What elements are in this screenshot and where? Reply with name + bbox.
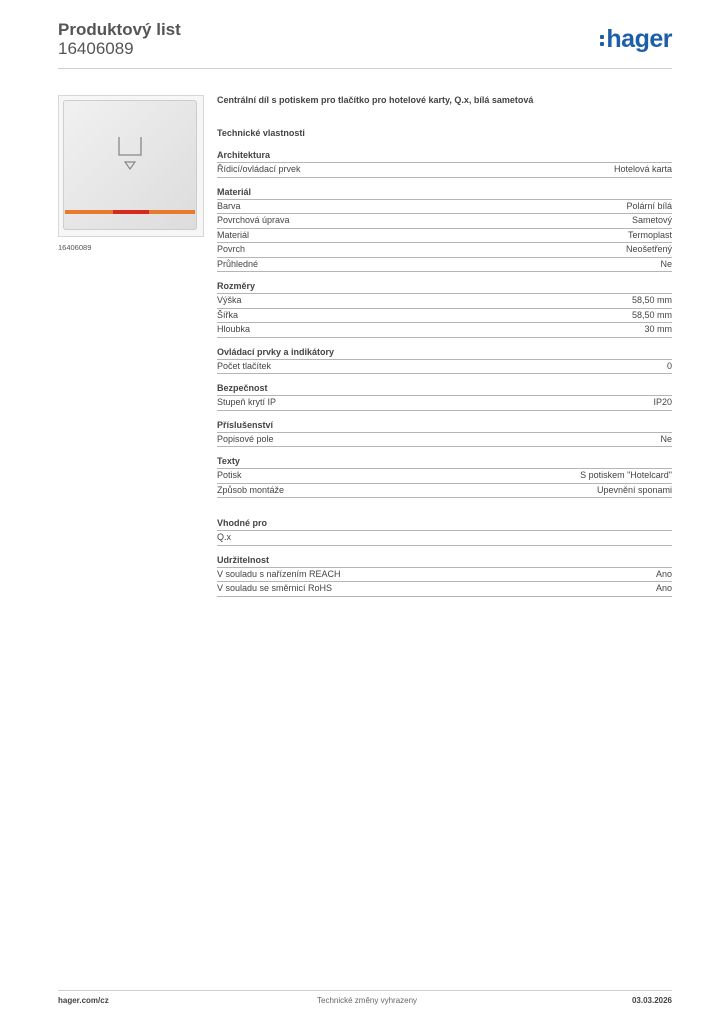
spec-label: Způsob montáže — [217, 484, 285, 495]
spec-label: V souladu se směrnicí RoHS — [217, 583, 333, 593]
product-name: Centrální díl s potiskem pro tlačítko pro hotelové karty, Q.x, bílá sametová — [217, 95, 534, 105]
spec-group — [217, 149, 672, 178]
spec-label: Q.x — [217, 532, 232, 542]
spec-label: Barva — [217, 200, 241, 211]
spec-group-title: Udržitelnost — [217, 554, 672, 568]
hager-logo — [600, 27, 672, 52]
spec-label: Stupeň krytí IP — [217, 397, 277, 407]
document-id: 16406089 — [58, 39, 134, 58]
spec-group-title: Rozměry — [217, 280, 672, 294]
spec-value: Polární bílá — [626, 200, 672, 211]
spec-label: Řídicí/ovládací prvek — [217, 164, 301, 174]
technical-properties-title: Technické vlastnosti — [217, 128, 305, 138]
spec-value: 0 — [666, 360, 672, 371]
footer-date: 03.03.2026 — [631, 996, 672, 1005]
spec-group-title: Ovládací prvky a indikátory — [217, 346, 672, 360]
spec-group-title: Bezpečnost — [217, 382, 672, 396]
spec-value: Ne — [660, 258, 672, 269]
spec-row — [217, 582, 672, 597]
spec-row — [217, 484, 672, 499]
footer-website: hager.com/cz — [58, 996, 109, 1005]
spec-row — [217, 200, 672, 215]
led-strip — [65, 210, 195, 214]
spec-label: Povrchová úprava — [217, 215, 290, 225]
logo-dots-icon — [600, 35, 604, 46]
product-tile — [63, 100, 197, 230]
spec-group-title: Materiál — [217, 186, 672, 200]
spec-label: V souladu s nařízením REACH — [217, 568, 341, 579]
hotel-card-icon — [117, 135, 143, 175]
spec-group-title: Texty — [217, 455, 672, 469]
footer-divider — [58, 990, 672, 991]
spec-groups — [217, 149, 672, 597]
spec-row — [217, 258, 672, 273]
spec-value: Sametový — [631, 215, 672, 225]
spec-value: Ano — [655, 583, 672, 593]
spec-group — [217, 517, 672, 546]
spec-label: Šířka — [217, 309, 239, 320]
spec-value: 30 mm — [644, 324, 672, 334]
spec-group — [217, 419, 672, 448]
page-header — [58, 20, 672, 68]
spec-value: Ano — [655, 568, 672, 579]
spec-group — [217, 455, 672, 498]
spec-row — [217, 433, 672, 448]
spec-row — [217, 163, 672, 178]
spec-row — [217, 396, 672, 411]
spec-value: S potiskem "Hotelcard" — [580, 470, 672, 480]
spec-group — [217, 382, 672, 411]
spec-row — [217, 531, 672, 546]
product-image — [58, 95, 204, 237]
spec-label: Výška — [217, 295, 242, 305]
spec-group-title: Architektura — [217, 149, 672, 163]
spec-label: Povrch — [217, 244, 246, 254]
image-caption: 16406089 — [58, 243, 92, 252]
spec-row — [217, 309, 672, 324]
spec-value: Hotelová karta — [613, 164, 672, 174]
page-title: Produktový list — [58, 20, 181, 39]
spec-label: Potisk — [217, 470, 242, 480]
spec-value: 58,50 mm — [631, 309, 672, 320]
spec-row — [217, 214, 672, 229]
spec-group — [217, 346, 672, 375]
spec-label: Popisové pole — [217, 433, 274, 444]
spec-value: Ne — [660, 433, 672, 444]
spec-row — [217, 229, 672, 244]
led-indicator — [113, 210, 149, 214]
spec-sheet — [217, 95, 672, 597]
spec-row — [217, 568, 672, 583]
spec-row — [217, 469, 672, 484]
spec-group — [217, 554, 672, 597]
spec-row — [217, 243, 672, 258]
spec-label: Počet tlačítek — [217, 360, 272, 371]
spec-value: 58,50 mm — [631, 295, 672, 305]
spec-value: IP20 — [653, 397, 672, 407]
spec-value: Upevnění sponami — [596, 484, 672, 495]
spec-value: Neošetřený — [625, 244, 672, 254]
spec-value: Termoplast — [627, 229, 672, 240]
header-divider — [58, 68, 672, 69]
spec-label: Průhledné — [217, 258, 259, 269]
spec-row — [217, 294, 672, 309]
spec-group-title: Příslušenství — [217, 419, 672, 433]
spec-group-title: Vhodné pro — [217, 517, 672, 531]
spec-group — [217, 186, 672, 273]
spec-row — [217, 360, 672, 375]
spec-label: Materiál — [217, 229, 250, 240]
logo-text: hager — [606, 25, 672, 53]
footer-notice: Technické změny vyhrazeny — [317, 996, 418, 1005]
spec-label: Hloubka — [217, 324, 251, 334]
spec-group — [217, 280, 672, 338]
spec-row — [217, 323, 672, 338]
